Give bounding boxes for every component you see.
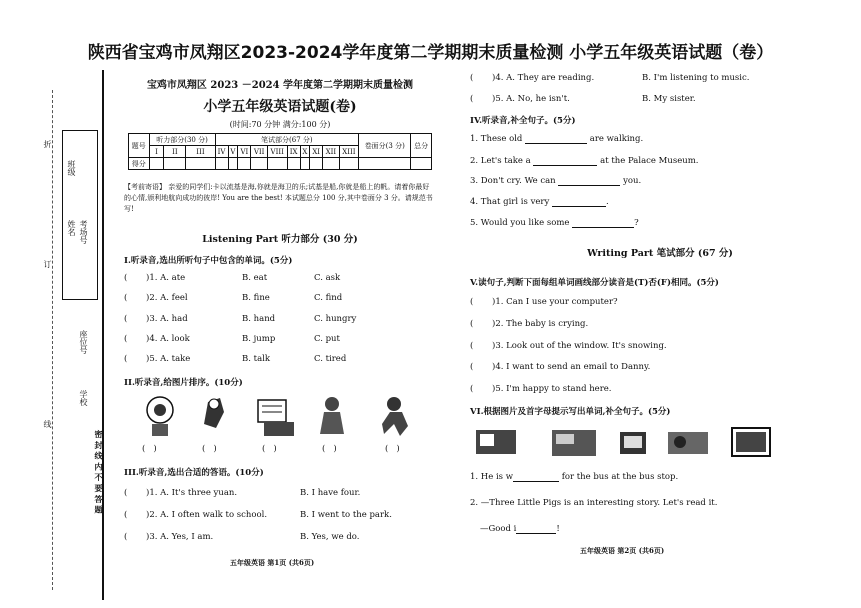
- sec4-item-4: 4. That girl is very .: [470, 197, 609, 207]
- sec1-item-5-b[interactable]: B. talk: [242, 354, 271, 364]
- sec3-item-2-b[interactable]: B. I went to the park.: [300, 510, 392, 520]
- sec3-item-4-b[interactable]: B. I'm listening to music.: [642, 73, 750, 83]
- section-1-title: I.听录音,选出所听句子中包含的单词。(5分): [124, 256, 293, 266]
- student-info-box: [62, 130, 98, 300]
- order-blank-2[interactable]: ( ): [202, 444, 217, 454]
- score-table-header: 题号: [129, 134, 150, 158]
- page-footer-1: 五年级英语 第1页 (共6页): [230, 558, 315, 567]
- sec6-item-3: —Good i !: [480, 524, 560, 534]
- picture-3-icon: [258, 400, 294, 436]
- sec1-item-5-c[interactable]: C. tired: [314, 354, 347, 364]
- binding-warning: 密 封 线 内 不 要 答 题: [94, 430, 104, 514]
- score-table-total: 总分: [411, 134, 432, 158]
- sec3-item-3-b[interactable]: B. Yes, we do.: [300, 532, 360, 542]
- sec3-item-2[interactable]: ( )2. A. I often walk to school.: [124, 510, 268, 520]
- page-footer-2: 五年级英语 第2页 (共6页): [580, 546, 665, 555]
- document-title: 陕西省宝鸡市凤翔区2023-2024学年度第二学期期末质量检测 小学五年级英语试题（卷）: [87, 43, 774, 63]
- order-blank-1[interactable]: ( ): [142, 444, 157, 454]
- picture-4-icon: [320, 397, 344, 434]
- score-row-label: 得分: [129, 158, 150, 170]
- picture-1-icon: [147, 397, 173, 436]
- sec4-item-1: 1. These old are walking.: [470, 134, 644, 144]
- writing-part-title: Writing Part 笔试部分 (67 分): [587, 248, 733, 259]
- order-blank-4[interactable]: ( ): [322, 444, 337, 454]
- sec2-pictures: [140, 394, 440, 440]
- binding-mark-bind: 订: [43, 260, 52, 268]
- binding-label-class: 班级: [67, 160, 76, 176]
- score-table-neatness: 卷面分(3 分): [359, 134, 411, 158]
- sec4-item-3: 3. Don't cry. We can you.: [470, 176, 642, 186]
- section-2-title: II.听录音,给图片排序。(10分): [124, 378, 243, 388]
- binding-label-school: 学校: [79, 390, 88, 406]
- section-3-title: III.听录音,选出合适的答语。(10分): [124, 468, 264, 478]
- section-4-title: IV.听录音,补全句子。(5分): [470, 116, 576, 126]
- binding-margin: [38, 70, 102, 600]
- section-6-title: VI.根据图片及首字母提示写出单词,补全句子。(5分): [470, 407, 671, 417]
- scene-3-icon: [620, 432, 646, 454]
- exam-time-score: (时间:70 分钟 满分:100 分): [229, 120, 331, 129]
- scene-4-icon: [668, 432, 708, 454]
- sec5-item-2[interactable]: ( )2. The baby is crying.: [470, 319, 589, 329]
- sec5-item-4[interactable]: ( )4. I want to send an email to Danny.: [470, 362, 651, 372]
- bus-stop-icon: [476, 430, 516, 454]
- sec6-item-1: 1. He is w for the bus at the bus stop.: [470, 472, 679, 482]
- sec1-item-1-c[interactable]: C. ask: [314, 273, 341, 283]
- picture-2-icon: [204, 398, 224, 428]
- listening-part-title: Listening Part 听力部分 (30 分): [202, 234, 358, 245]
- sec4-item-2: 2. Let's take a at the Palace Museum.: [470, 156, 699, 166]
- scene-5-icon: [732, 428, 770, 456]
- sec3-item-5-b[interactable]: B. My sister.: [642, 94, 696, 104]
- score-table-writing: 笔试部分(67 分): [215, 134, 359, 146]
- binding-label-name: 姓名: [67, 220, 76, 236]
- exam-header-line2: 小学五年级英语试题(卷): [203, 99, 357, 115]
- sec1-item-4-c[interactable]: C. put: [314, 334, 340, 344]
- order-blank-5[interactable]: ( ): [385, 444, 400, 454]
- sec3-item-5[interactable]: ( )5. A. No, he isn't.: [470, 94, 570, 104]
- exam-header-line1: 宝鸡市凤翔区 2023 －2024 学年度第二学期期末质量检测: [146, 80, 414, 91]
- binding-mark-fold: 折: [43, 140, 52, 148]
- binding-label-seat: 座位号: [79, 330, 88, 354]
- sec3-item-1-b[interactable]: B. I have four.: [300, 488, 361, 498]
- sec1-item-2-b[interactable]: B. fine: [242, 293, 270, 303]
- sec4-item-5: 5. Would you like some ?: [470, 218, 639, 228]
- score-table-listening: 听力部分(30 分): [149, 134, 215, 146]
- sec1-item-5[interactable]: ( )5. A. take: [124, 354, 191, 364]
- order-blank-3[interactable]: ( ): [262, 444, 277, 454]
- sec1-item-4[interactable]: ( )4. A. look: [124, 334, 190, 344]
- exam-notice: 【考前寄语】 亲爱的同学们:卡以流基是海,你就是海卫的乐;试基是船,你就是船上的帆。请着你最好的心情,颁利地航向成功的彼岸! You are the best! 本试题总分 100 分,其中卷面分 3 分。请规范书写!: [124, 183, 433, 213]
- sec1-item-4-b[interactable]: B. jump: [242, 334, 276, 344]
- sec1-item-3-b[interactable]: B. hand: [242, 314, 276, 324]
- sec5-item-5[interactable]: ( )5. I'm happy to stand here.: [470, 384, 612, 394]
- sec6-pictures: [470, 426, 830, 462]
- sec1-item-1-b[interactable]: B. eat: [242, 273, 268, 283]
- sec5-item-1[interactable]: ( )1. Can I use your computer?: [470, 297, 618, 307]
- sec1-item-2[interactable]: ( )2. A. feel: [124, 293, 188, 303]
- sec5-item-3[interactable]: ( )3. Look out of the window. It's snowing.: [470, 341, 667, 351]
- sec1-item-3-c[interactable]: C. hungry: [314, 314, 357, 324]
- binding-label-room: 考场号: [79, 220, 88, 244]
- sec3-item-3[interactable]: ( )3. A. Yes, I am.: [124, 532, 214, 542]
- sec3-item-1[interactable]: ( )1. A. It's three yuan.: [124, 488, 238, 498]
- sec1-item-1[interactable]: ( )1. A. ate: [124, 273, 186, 283]
- sec1-item-3[interactable]: ( )3. A. had: [124, 314, 188, 324]
- section-5-title: V.读句子,判断下面每组单词画线部分读音是(T)否(F)相同。(5分): [470, 278, 719, 288]
- sec1-item-2-c[interactable]: C. find: [314, 293, 343, 303]
- scene-2-icon: [552, 430, 596, 456]
- sec3-item-4[interactable]: ( )4. A. They are reading.: [470, 73, 595, 83]
- binding-mark-line: 线: [43, 420, 52, 428]
- score-table: 题号 听力部分(30 分) 笔试部分(67 分) 卷面分(3 分) 总分 I II III IV V VI VII VIII IX X XI XII XIII 得分: [128, 133, 432, 170]
- sec6-item-2: 2. —Three Little Pigs is an interesting story. Let's read it.: [470, 498, 718, 508]
- picture-5-icon: [382, 397, 408, 436]
